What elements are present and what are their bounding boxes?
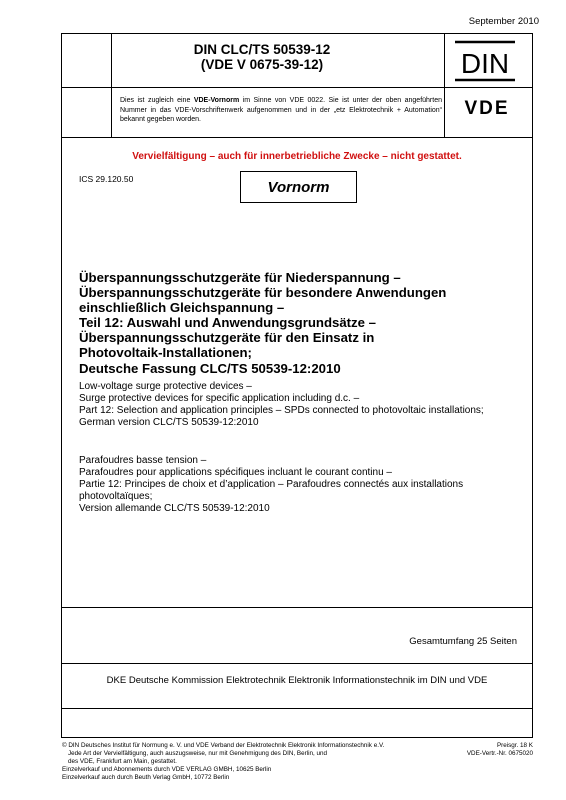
german-title: [79, 270, 519, 376]
vde-logo-text: VDE: [464, 98, 510, 117]
footer-line: Einzelverkauf und Abonnements durch VDE VERLAG GMBH, 10625 Berlin: [62, 766, 272, 773]
title-line: German version CLC/TS 50539-12:2010: [79, 417, 259, 428]
title-line: Überspannungsschutzgeräte für den Einsatz in: [79, 330, 375, 346]
committee-line: DKE Deutsche Kommission Elektrotechnik Elektronik Informationstechnik im DIN und VDE: [106, 675, 488, 686]
divider: [444, 34, 445, 137]
standard-number-line1: DIN CLC/TS 50539-12: [193, 42, 331, 57]
divider: [62, 137, 532, 138]
standard-number-line2: (VDE V 0675-39-12): [200, 57, 324, 72]
ics-code: ICS 29.120.50: [79, 174, 134, 184]
title-line: einschließlich Gleichspannung –: [79, 300, 285, 316]
footer-line: Jede Art der Vervielfältigung, auch auszugsweise, nur mit Genehmigung des DIN, Berlin, und: [68, 750, 328, 757]
footer-line: © DIN Deutsches Institut für Normung e. V. und VDE Verband der Elektrotechnik Elektronik Informationstechnik e.V.: [62, 742, 385, 749]
copy-warning: Vervielfältigung – auch für innerbetriebliche Zwecke – nicht gestattet.: [132, 151, 462, 162]
french-title: [79, 455, 529, 515]
english-title: [79, 381, 529, 429]
divider: [111, 34, 112, 137]
title-line: Überspannungsschutzgeräte für besondere Anwendungen: [79, 285, 447, 301]
total-pages: Gesamtumfang 25 Seiten: [409, 636, 517, 647]
note-text: im Sinne von VDE 0022. Sie ist unter der oben angeführten Nummer in das VDE-Vorschriftenwerk aufgenommen und in der „etz Elektrotechnik + Automation“ bekannt gegeben worden.: [120, 97, 442, 123]
standard-number: [122, 42, 402, 72]
din-logo: [451, 39, 519, 83]
status-badge: Vornorm: [240, 171, 357, 203]
title-line: Surge protective devices for specific application including d.c. –: [79, 393, 360, 404]
vde-prestandard-note: [120, 96, 442, 125]
title-line: Part 12: Selection and application principles – SPDs connected to photovoltaic installations;: [79, 405, 484, 416]
title-line: Partie 12: Principes de choix et d’application – Parafoudres connectés aux installations: [79, 479, 464, 490]
vde-logo-graphic: [454, 97, 520, 117]
cover-frame: [61, 33, 533, 738]
footer-line: des VDE, Frankfurt am Main, gestattet.: [68, 758, 177, 765]
price-group: Preisgr. 18 K: [496, 742, 533, 749]
order-number: VDE-Vertr.-Nr. 0675020: [466, 750, 533, 757]
title-line: photovoltaïques;: [79, 491, 153, 502]
title-line: Version allemande CLC/TS 50539-12:2010: [79, 503, 270, 514]
title-line: Parafoudres pour applications spécifiques incluant le courant continu –: [79, 467, 392, 478]
title-line: Deutsche Fassung CLC/TS 50539-12:2010: [79, 360, 341, 376]
title-line: Photovoltaik-Installationen;: [79, 345, 252, 361]
din-logo-graphic: [451, 39, 519, 83]
title-line: Überspannungsschutzgeräte für Niederspannung –: [79, 270, 401, 285]
note-emphasis: VDE-Vornorm: [193, 97, 240, 104]
footer-line: Einzelverkauf auch durch Beuth Verlag GmbH, 10772 Berlin: [62, 774, 230, 781]
title-line: Low-voltage surge protective devices –: [79, 381, 252, 392]
title-line: Teil 12: Auswahl und Anwendungsgrundsätze –: [79, 315, 376, 331]
vde-logo: [454, 97, 520, 117]
price-info: [467, 742, 533, 758]
divider: [62, 708, 532, 709]
copyright-footer: [62, 742, 384, 782]
divider: [62, 87, 532, 88]
divider: [62, 663, 532, 664]
title-line: Parafoudres basse tension –: [79, 455, 207, 466]
note-text: Dies ist zugleich eine: [120, 97, 194, 104]
din-logo-text: DIN: [460, 48, 510, 79]
divider: [62, 607, 532, 608]
publication-date: September 2010: [468, 16, 539, 27]
